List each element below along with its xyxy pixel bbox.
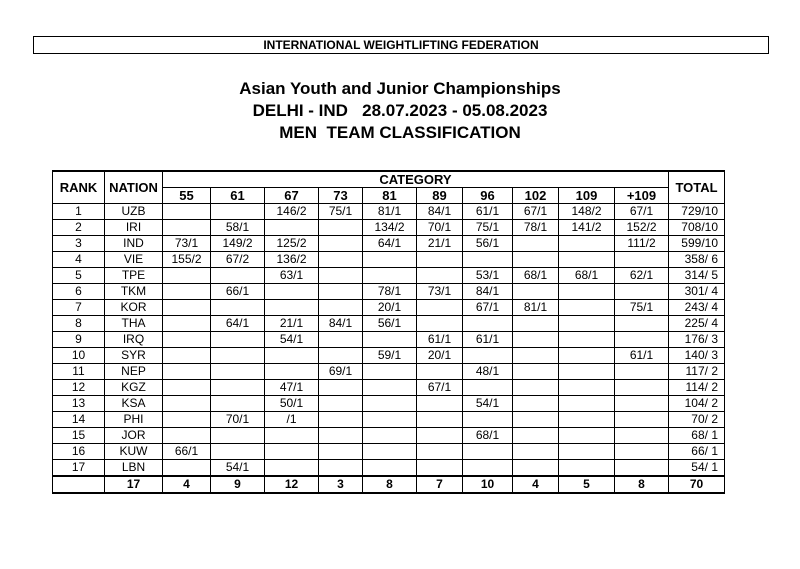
category-cell: 141/2	[559, 220, 615, 236]
category-cell: 75/1	[319, 204, 363, 220]
category-cell: 66/1	[211, 284, 265, 300]
table-row	[53, 396, 725, 412]
totals-rank-cell	[53, 476, 105, 493]
event-location-dates: DELHI - IND 28.07.2023 - 05.08.2023	[252, 101, 548, 120]
totals-nation-count: 17	[105, 476, 163, 493]
category-cell: 61/1	[463, 332, 513, 348]
total-cell: 301/ 4	[669, 284, 725, 300]
category-cell	[513, 364, 559, 380]
category-cell	[265, 284, 319, 300]
category-cell	[615, 364, 669, 380]
category-cell: 59/1	[363, 348, 417, 364]
category-cell	[513, 428, 559, 444]
category-cell: 84/1	[463, 284, 513, 300]
category-cell: 68/1	[559, 268, 615, 284]
category-cell	[319, 380, 363, 396]
category-cell: 84/1	[417, 204, 463, 220]
category-cell	[513, 396, 559, 412]
total-cell: 729/10	[669, 204, 725, 220]
category-cell: 20/1	[363, 300, 417, 316]
category-cell	[417, 316, 463, 332]
category-cell: 67/1	[615, 204, 669, 220]
category-cell: 149/2	[211, 236, 265, 252]
category-cell	[319, 348, 363, 364]
category-cell	[615, 428, 669, 444]
rank-cell: 17	[53, 460, 105, 477]
category-cell: 78/1	[363, 284, 417, 300]
rank-cell: 9	[53, 332, 105, 348]
rank-cell: 8	[53, 316, 105, 332]
rank-cell: 16	[53, 444, 105, 460]
federation-header: INTERNATIONAL WEIGHTLIFTING FEDERATION	[33, 36, 769, 54]
category-cell	[265, 364, 319, 380]
table-row	[53, 284, 725, 300]
category-cell	[363, 268, 417, 284]
category-cell	[319, 460, 363, 477]
category-7-header: 102	[513, 188, 559, 204]
nation-cell: SYR	[105, 348, 163, 364]
nation-header: NATION	[105, 171, 163, 204]
category-cell: 21/1	[265, 316, 319, 332]
nation-cell: THA	[105, 316, 163, 332]
table-row	[53, 428, 725, 444]
rank-cell: 5	[53, 268, 105, 284]
category-cell	[163, 412, 211, 428]
category-cell	[559, 380, 615, 396]
rank-cell: 11	[53, 364, 105, 380]
category-cell	[319, 396, 363, 412]
nation-cell: LBN	[105, 460, 163, 477]
category-cell	[559, 412, 615, 428]
category-0-header: 55	[163, 188, 211, 204]
category-cell	[163, 332, 211, 348]
category-cell	[513, 460, 559, 477]
category-cell: 67/1	[513, 204, 559, 220]
total-cell: 114/ 2	[669, 380, 725, 396]
category-cell	[163, 284, 211, 300]
total-cell: 68/ 1	[669, 428, 725, 444]
category-cell	[363, 332, 417, 348]
nation-cell: TKM	[105, 284, 163, 300]
total-cell: 599/10	[669, 236, 725, 252]
category-cell: 73/1	[163, 236, 211, 252]
category-cell: 67/1	[417, 380, 463, 396]
category-cell	[319, 332, 363, 348]
category-cell	[163, 428, 211, 444]
category-cell	[163, 380, 211, 396]
category-header: CATEGORY	[163, 171, 669, 188]
category-cell: 75/1	[463, 220, 513, 236]
category-cell	[319, 284, 363, 300]
category-cell	[163, 220, 211, 236]
category-cell: 75/1	[615, 300, 669, 316]
category-cell	[319, 268, 363, 284]
category-cell	[363, 380, 417, 396]
category-cell	[363, 412, 417, 428]
category-cell	[265, 460, 319, 477]
category-cell: 70/1	[417, 220, 463, 236]
nation-cell: NEP	[105, 364, 163, 380]
table-row	[53, 316, 725, 332]
category-cell: 134/2	[363, 220, 417, 236]
totals-category-count: 8	[363, 476, 417, 493]
total-cell: 708/10	[669, 220, 725, 236]
total-header: TOTAL	[669, 171, 725, 204]
category-cell	[265, 348, 319, 364]
category-cell	[513, 236, 559, 252]
totals-category-count: 4	[163, 476, 211, 493]
table-row	[53, 332, 725, 348]
totals-category-count: 4	[513, 476, 559, 493]
category-cell	[319, 252, 363, 268]
category-cell	[513, 332, 559, 348]
category-cell	[417, 444, 463, 460]
rank-cell: 6	[53, 284, 105, 300]
category-cell	[417, 428, 463, 444]
category-cell	[513, 380, 559, 396]
category-4-header: 81	[363, 188, 417, 204]
team-classification-table	[52, 170, 725, 494]
table-row	[53, 444, 725, 460]
category-cell: 50/1	[265, 396, 319, 412]
table-row	[53, 364, 725, 380]
category-cell: 56/1	[463, 236, 513, 252]
category-cell	[319, 236, 363, 252]
table-row	[53, 252, 725, 268]
category-cell	[163, 396, 211, 412]
category-cell	[559, 444, 615, 460]
category-cell	[319, 444, 363, 460]
category-cell	[363, 444, 417, 460]
category-cell: 136/2	[265, 252, 319, 268]
category-cell	[559, 396, 615, 412]
nation-cell: KGZ	[105, 380, 163, 396]
category-cell	[363, 428, 417, 444]
category-cell	[163, 348, 211, 364]
category-cell	[559, 428, 615, 444]
category-cell	[363, 396, 417, 412]
category-cell	[417, 412, 463, 428]
category-cell	[363, 460, 417, 477]
total-cell: 225/ 4	[669, 316, 725, 332]
rank-cell: 1	[53, 204, 105, 220]
totals-category-count: 8	[615, 476, 669, 493]
totals-category-count: 10	[463, 476, 513, 493]
nation-cell: JOR	[105, 428, 163, 444]
category-cell	[615, 444, 669, 460]
category-cell	[211, 268, 265, 284]
category-cell: 146/2	[265, 204, 319, 220]
category-cell	[319, 300, 363, 316]
category-6-header: 96	[463, 188, 513, 204]
nation-cell: KOR	[105, 300, 163, 316]
rank-cell: 13	[53, 396, 105, 412]
category-cell: 84/1	[319, 316, 363, 332]
rank-cell: 2	[53, 220, 105, 236]
category-cell: 81/1	[363, 204, 417, 220]
category-cell	[463, 444, 513, 460]
category-cell	[559, 316, 615, 332]
category-cell: 111/2	[615, 236, 669, 252]
rank-cell: 14	[53, 412, 105, 428]
category-cell	[513, 412, 559, 428]
category-cell	[163, 268, 211, 284]
total-cell: 66/ 1	[669, 444, 725, 460]
category-cell: 64/1	[211, 316, 265, 332]
category-3-header: 73	[319, 188, 363, 204]
category-cell	[211, 380, 265, 396]
totals-category-count: 3	[319, 476, 363, 493]
nation-cell: KSA	[105, 396, 163, 412]
category-cell	[319, 412, 363, 428]
category-cell	[211, 364, 265, 380]
table-row	[53, 268, 725, 284]
category-2-header: 67	[265, 188, 319, 204]
total-cell: 243/ 4	[669, 300, 725, 316]
category-cell: 58/1	[211, 220, 265, 236]
category-cell	[463, 252, 513, 268]
table-row	[53, 380, 725, 396]
category-cell: 54/1	[211, 460, 265, 477]
category-cell: 70/1	[211, 412, 265, 428]
category-8-header: 109	[559, 188, 615, 204]
category-cell: 155/2	[163, 252, 211, 268]
event-title: Asian Youth and Junior Championships	[239, 79, 561, 98]
category-cell	[559, 284, 615, 300]
category-cell: 61/1	[463, 204, 513, 220]
nation-cell: PHI	[105, 412, 163, 428]
category-cell: 63/1	[265, 268, 319, 284]
totals-category-count: 7	[417, 476, 463, 493]
category-cell: 20/1	[417, 348, 463, 364]
nation-cell: VIE	[105, 252, 163, 268]
category-cell	[463, 460, 513, 477]
category-cell	[417, 252, 463, 268]
table-row	[53, 220, 725, 236]
category-cell: 68/1	[513, 268, 559, 284]
category-cell: 61/1	[417, 332, 463, 348]
totals-category-count: 9	[211, 476, 265, 493]
category-cell: 125/2	[265, 236, 319, 252]
category-cell: 64/1	[363, 236, 417, 252]
nation-cell: IND	[105, 236, 163, 252]
category-5-header: 89	[417, 188, 463, 204]
table-row	[53, 236, 725, 252]
category-cell	[513, 284, 559, 300]
category-cell: 54/1	[265, 332, 319, 348]
title-block	[0, 78, 800, 144]
category-cell	[265, 220, 319, 236]
category-cell: 81/1	[513, 300, 559, 316]
category-9-header: +109	[615, 188, 669, 204]
category-cell	[559, 252, 615, 268]
category-cell	[163, 300, 211, 316]
total-cell: 358/ 6	[669, 252, 725, 268]
rank-cell: 15	[53, 428, 105, 444]
category-cell	[463, 348, 513, 364]
nation-cell: UZB	[105, 204, 163, 220]
category-cell	[211, 348, 265, 364]
category-cell: 53/1	[463, 268, 513, 284]
category-cell: 48/1	[463, 364, 513, 380]
rank-cell: 7	[53, 300, 105, 316]
category-cell: 73/1	[417, 284, 463, 300]
category-cell: 69/1	[319, 364, 363, 380]
category-cell	[363, 252, 417, 268]
rank-cell: 10	[53, 348, 105, 364]
category-cell	[615, 460, 669, 477]
category-cell	[615, 412, 669, 428]
category-cell	[417, 364, 463, 380]
category-cell: 66/1	[163, 444, 211, 460]
category-cell	[265, 300, 319, 316]
category-cell	[211, 204, 265, 220]
category-cell: 61/1	[615, 348, 669, 364]
category-cell	[417, 300, 463, 316]
category-cell	[463, 316, 513, 332]
nation-cell: TPE	[105, 268, 163, 284]
nation-cell: IRQ	[105, 332, 163, 348]
table-row	[53, 204, 725, 220]
category-cell	[265, 428, 319, 444]
category-cell: 56/1	[363, 316, 417, 332]
category-cell	[615, 380, 669, 396]
category-cell	[417, 268, 463, 284]
category-cell	[513, 316, 559, 332]
category-cell	[615, 332, 669, 348]
category-cell: 54/1	[463, 396, 513, 412]
category-cell	[211, 396, 265, 412]
category-cell: 148/2	[559, 204, 615, 220]
category-cell: 47/1	[265, 380, 319, 396]
rank-cell: 12	[53, 380, 105, 396]
rank-cell: 4	[53, 252, 105, 268]
category-cell: 67/2	[211, 252, 265, 268]
category-cell	[211, 428, 265, 444]
category-cell	[463, 380, 513, 396]
category-cell: 21/1	[417, 236, 463, 252]
category-cell	[513, 348, 559, 364]
category-cell	[417, 396, 463, 412]
rank-cell: 3	[53, 236, 105, 252]
category-cell	[211, 332, 265, 348]
total-cell: 117/ 2	[669, 364, 725, 380]
table-row	[53, 460, 725, 477]
category-cell	[513, 444, 559, 460]
classification-title: MEN TEAM CLASSIFICATION	[279, 123, 521, 142]
category-cell	[559, 300, 615, 316]
category-cell	[211, 444, 265, 460]
rank-header: RANK	[53, 171, 105, 204]
category-cell	[615, 396, 669, 412]
category-cell: 78/1	[513, 220, 559, 236]
category-cell: 68/1	[463, 428, 513, 444]
category-cell: /1	[265, 412, 319, 428]
category-cell: 62/1	[615, 268, 669, 284]
category-cell	[363, 364, 417, 380]
category-cell	[463, 412, 513, 428]
total-cell: 104/ 2	[669, 396, 725, 412]
category-cell	[163, 204, 211, 220]
category-cell	[513, 252, 559, 268]
category-cell	[319, 428, 363, 444]
category-cell: 152/2	[615, 220, 669, 236]
table-row	[53, 412, 725, 428]
category-cell	[559, 364, 615, 380]
category-1-header: 61	[211, 188, 265, 204]
category-cell	[615, 252, 669, 268]
total-cell: 176/ 3	[669, 332, 725, 348]
totals-grand-total: 70	[669, 476, 725, 493]
totals-category-count: 5	[559, 476, 615, 493]
total-cell: 140/ 3	[669, 348, 725, 364]
total-cell: 314/ 5	[669, 268, 725, 284]
category-cell	[163, 364, 211, 380]
totals-row	[53, 476, 725, 493]
total-cell: 54/ 1	[669, 460, 725, 477]
nation-cell: KUW	[105, 444, 163, 460]
category-cell	[559, 460, 615, 477]
category-cell	[559, 332, 615, 348]
category-cell: 67/1	[463, 300, 513, 316]
category-cell	[163, 316, 211, 332]
category-cell	[265, 444, 319, 460]
category-cell	[615, 316, 669, 332]
table-row	[53, 348, 725, 364]
category-cell	[417, 460, 463, 477]
total-cell: 70/ 2	[669, 412, 725, 428]
category-cell	[163, 460, 211, 477]
category-cell	[615, 284, 669, 300]
nation-cell: IRI	[105, 220, 163, 236]
category-cell	[559, 236, 615, 252]
category-cell	[559, 348, 615, 364]
category-cell	[211, 300, 265, 316]
category-cell	[319, 220, 363, 236]
table-row	[53, 300, 725, 316]
totals-category-count: 12	[265, 476, 319, 493]
